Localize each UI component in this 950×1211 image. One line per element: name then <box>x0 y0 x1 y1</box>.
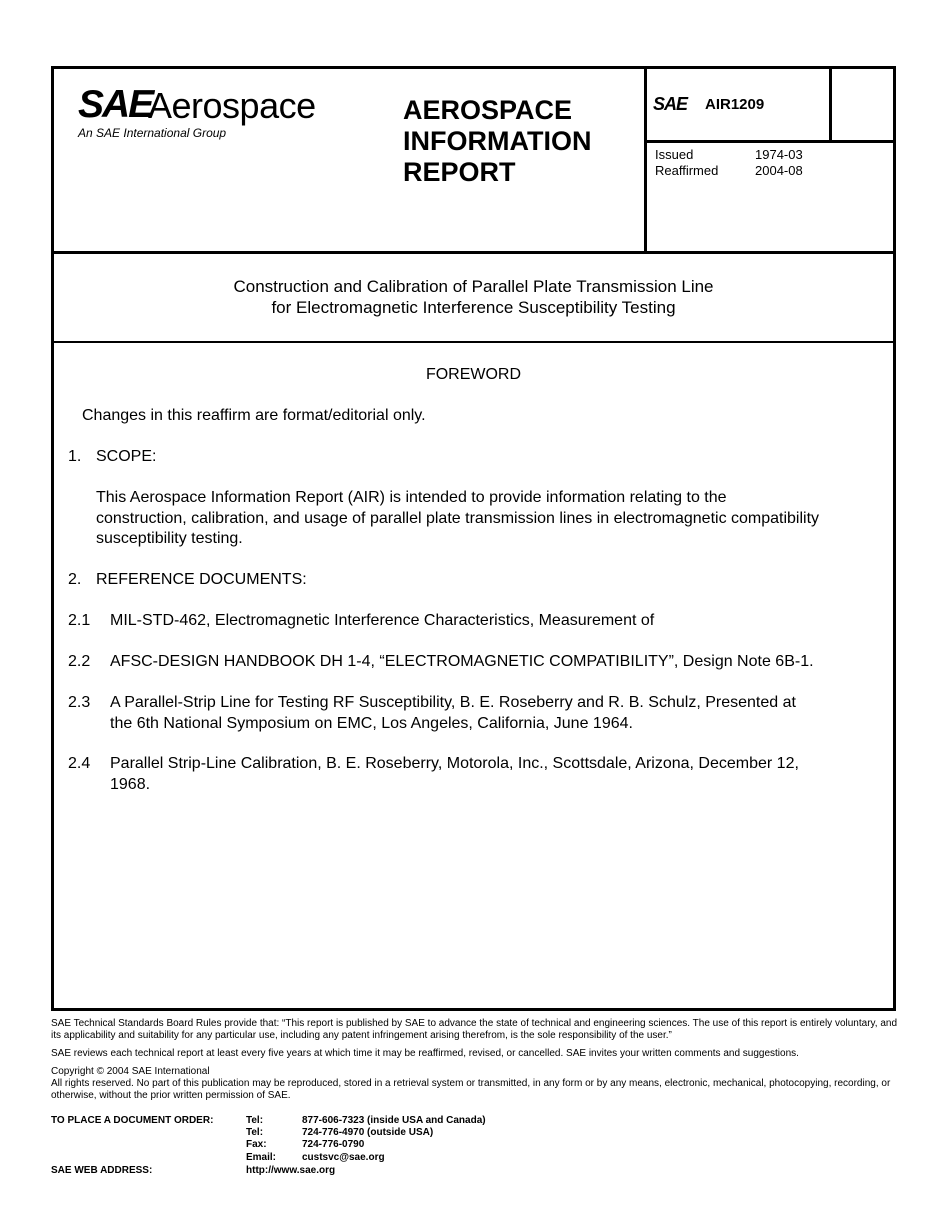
corner-cell <box>829 69 893 140</box>
header-row-divider <box>647 140 893 143</box>
issued-value: 1974-03 <box>755 147 803 162</box>
reaffirmed-value: 2004-08 <box>755 163 803 178</box>
references-heading: REFERENCE DOCUMENTS: <box>96 571 307 588</box>
header-block <box>54 69 893 254</box>
foreword-text: Changes in this reaffirm are format/editorial only. <box>82 407 426 424</box>
doc-number: AIR1209 <box>705 96 765 113</box>
email-link[interactable]: custsvc@sae.org <box>302 1152 385 1163</box>
paragraph-line: AFSC-DESIGN HANDBOOK DH 1-4, “ELECTROMAGNETIC COMPATIBILITY”, Design Note 6B-1. <box>110 653 814 670</box>
contact-value: 724-776-4970 (outside USA) <box>302 1127 434 1138</box>
reference-number: 2.1 <box>68 612 91 629</box>
legal-footer <box>51 1018 901 1102</box>
copyright-text: Copyright © 2004 SAE International <box>51 1066 210 1077</box>
title-divider <box>54 341 893 343</box>
reference-number: 2.4 <box>68 755 91 772</box>
date-block <box>655 147 803 179</box>
paragraph-line: the 6th National Symposium on EMC, Los Angeles, California, June 1964. <box>110 714 633 732</box>
reference-text <box>110 652 890 673</box>
paragraph-line: Parallel Strip-Line Calibration, B. E. Roseberry, Motorola, Inc., Scottsdale, Arizona, December 12, <box>110 755 799 772</box>
logo-aerospace-text: Aerospace <box>148 85 316 126</box>
logo-subtitle: An SAE International Group <box>78 126 227 140</box>
contact-label: Email: <box>246 1152 277 1163</box>
sae-aerospace-logo <box>78 83 328 139</box>
contact-label: Tel: <box>246 1127 264 1138</box>
doc-number-cell <box>647 69 829 140</box>
doc-type-title <box>403 95 623 188</box>
scope-heading: SCOPE: <box>96 448 157 465</box>
paragraph-line: susceptibility testing. <box>96 530 243 547</box>
scope-paragraph <box>96 488 886 550</box>
contact-value: 877-606-7323 (inside USA and Canada) <box>302 1115 486 1126</box>
section-number: 1. <box>68 448 82 465</box>
web-address-link[interactable]: http://www.sae.org <box>246 1165 336 1176</box>
doc-type-line: REPORT <box>403 157 516 187</box>
reference-number: 2.2 <box>68 653 91 670</box>
web-label: SAE WEB ADDRESS: <box>51 1165 153 1176</box>
order-label: TO PLACE A DOCUMENT ORDER: <box>51 1115 214 1126</box>
paragraph-line: construction, calibration, and usage of parallel plate transmission lines in electromagnetic compatibility <box>96 509 820 527</box>
reaffirmed-label: Reaffirmed <box>655 163 719 178</box>
contact-label: Fax: <box>246 1139 267 1150</box>
doc-type-line: AEROSPACE <box>403 95 573 125</box>
rights-text: All rights reserved. No part of this publication may be reproduced, stored in a retrieval system or transmitted, in any form or by any means, electronic, mechanical, photocopying, recording, or otherwise, without the prior written permission of SAE. <box>51 1078 891 1101</box>
logo-sae-text: SAE <box>78 83 153 126</box>
paragraph-line: 1968. <box>110 775 151 793</box>
document-frame <box>51 66 896 1011</box>
foreword-heading: FOREWORD <box>425 366 522 383</box>
title-line: for Electromagnetic Interference Susceptibility Testing <box>271 298 676 317</box>
title-line: Construction and Calibration of Parallel Plate Transmission Line <box>233 277 714 296</box>
document-title <box>54 276 893 318</box>
reference-text <box>110 693 890 734</box>
paragraph-line: MIL-STD-462, Electromagnetic Interference Characteristics, Measurement of <box>110 612 655 629</box>
contact-label: Tel: <box>246 1115 264 1126</box>
reference-text <box>110 754 890 795</box>
paragraph-line: This Aerospace Information Report (AIR) is intended to provide information relating to the <box>96 489 727 506</box>
reference-number: 2.3 <box>68 694 91 711</box>
doc-type-line: INFORMATION <box>403 126 592 156</box>
reference-text <box>110 611 890 632</box>
section-number: 2. <box>68 571 82 588</box>
issued-label: Issued <box>655 147 694 162</box>
contact-value: 724-776-0790 <box>302 1139 365 1150</box>
sae-mark: SAE <box>653 94 688 114</box>
rules-text: SAE Technical Standards Board Rules provide that: “This report is published by SAE to advance the state of technical and engineering sciences. The use of this report is entirely voluntary, and its applicability and suitability for any particular use, including any patent infringement arising therefrom, is the sole responsibility of the user.” <box>51 1018 898 1041</box>
review-text: SAE reviews each technical report at least every five years at which time it may be reaffirmed, revised, or cancelled. SAE invites your written comments and suggestions. <box>51 1048 799 1059</box>
paragraph-line: A Parallel-Strip Line for Testing RF Susceptibility, B. E. Roseberry and R. B. Schulz, Presented at <box>110 694 796 711</box>
